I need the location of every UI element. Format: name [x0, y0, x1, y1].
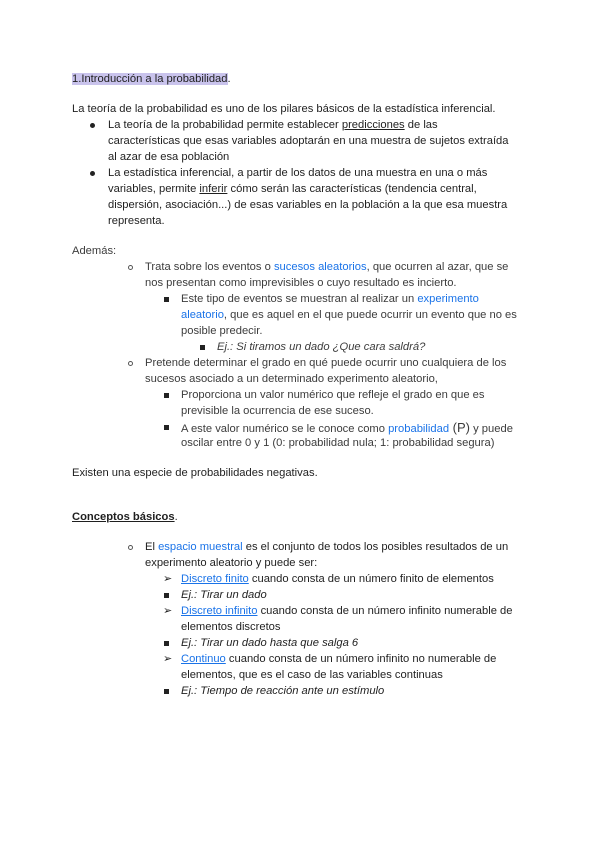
discreto-infinito-line-2: elementos discretos: [181, 621, 281, 633]
bullet-2-line-1: La estadística inferencial, a partir de los datos de una muestra en una o más: [108, 167, 488, 179]
example-dado-6: Ej.: Tirar un dado hasta que salga 6: [181, 637, 359, 649]
predicciones-underline: predicciones: [341, 119, 405, 131]
ademas-s2-line-1: Proporciona un valor numérico que refleje el grado en que es: [181, 389, 485, 401]
ademas-c2-line-2: sucesos asociado a un determinado experimento aleatorio,: [145, 373, 438, 385]
discreto-infinito-item: Discreto infinito cuando consta de un número infinito numerable de: [181, 605, 513, 617]
conceptos-c1-line-1: El espacio muestral es el conjunto de todos los posibles resultados de un: [145, 541, 509, 553]
ademas-c1-line-1: Trata sobre los eventos o sucesos aleatorios, que ocurren al azar, que se: [145, 261, 509, 273]
square-bullet: [164, 636, 169, 651]
ademas-s1-line-1: Este tipo de eventos se muestran al realizar un experimento: [181, 293, 479, 305]
bullet-2-line-4: representa.: [108, 215, 165, 227]
ademas-s3-line-1: A este valor numérico se le conoce como probabilidad (P) y puede: [181, 420, 513, 435]
discreto-infinito-link[interactable]: Discreto infinito: [181, 605, 258, 617]
discreto-finito-link[interactable]: Discreto finito: [181, 573, 249, 585]
experimento-link[interactable]: experimento: [417, 293, 479, 305]
circle-bullet: [128, 260, 133, 275]
example-1: Ej.: Si tiramos un dado ¿Que cara saldrá?: [217, 341, 426, 353]
bullet-dot: [90, 118, 95, 133]
circle-bullet: [128, 356, 133, 371]
inferir-underline: inferir: [199, 183, 228, 195]
square-bullet: [164, 684, 169, 699]
discreto-finito-item: Discreto finito cuando consta de un número finito de elementos: [181, 573, 494, 585]
ademas-c2-line-1: Pretende determinar el grado en qué puede ocurrir uno cualquiera de los: [145, 357, 507, 369]
ademas-s1-line-2: aleatorio, que es aquel en el que puede ocurrir un evento que no es: [181, 309, 517, 321]
aleatorio-link[interactable]: aleatorio: [181, 309, 224, 321]
section-title: 1.Introducción a la probabilidad.: [72, 73, 231, 85]
title-highlight: 1.Introducción a la probabilidad: [72, 73, 228, 85]
conceptos-heading: Conceptos básicos.: [72, 511, 178, 523]
espacio-muestral-link[interactable]: espacio muestral: [158, 541, 243, 553]
arrow-bullet-icon: ➢: [163, 653, 173, 665]
ademas-s2-line-2: previsible la ocurrencia de ese suceso.: [181, 405, 374, 417]
arrow-bullet-icon: ➢: [163, 605, 173, 617]
bullet-2-line-3: dispersión, asociación...) de esas variables en la población a la que esa muestra: [108, 199, 508, 211]
bullet-1-line-2: características que esas variables adoptarán en una muestra de sujetos extraída: [108, 135, 509, 147]
bullet-1-line-1: La teoría de la probabilidad permite establecer predicciones de las: [108, 119, 438, 131]
negativas-paragraph: Existen una especie de probabilidades negativas.: [72, 467, 318, 479]
bullet-1-line-3: al azar de esa población: [108, 151, 230, 163]
conceptos-c1-line-2: experimento aleatorio y puede ser:: [145, 557, 318, 569]
square-bullet: [164, 588, 169, 603]
square-bullet: [164, 420, 169, 435]
continuo-item: Continuo cuando consta de un número infinito no numerable de: [181, 653, 497, 665]
ademas-s3-line-2: oscilar entre 0 y 1 (0: probabilidad nula; 1: probabilidad segura): [181, 437, 495, 449]
intro-paragraph: La teoría de la probabilidad es uno de los pilares básicos de la estadística inferencial.: [72, 103, 496, 115]
probabilidad-link[interactable]: probabilidad: [388, 423, 450, 435]
ademas-label: Además:: [72, 245, 117, 257]
sucesos-aleatorios-link[interactable]: sucesos aleatorios: [273, 261, 367, 273]
square-bullet: [164, 388, 169, 403]
ademas-c1-line-2: nos presentan como imprevisibles o cuyo resultado es incierto.: [145, 277, 457, 289]
arrow-bullet-icon: ➢: [163, 573, 173, 585]
bullet-dot: [90, 166, 95, 181]
example-tiempo-reaccion: Ej.: Tiempo de reacción ante un estímulo: [181, 685, 385, 697]
circle-bullet: [128, 540, 133, 555]
example-tirar-dado: Ej.: Tirar un dado: [181, 589, 267, 601]
square-bullet: [164, 292, 169, 307]
square-bullet: [200, 340, 205, 355]
ademas-s1-line-3: posible predecir.: [181, 325, 263, 337]
continuo-link[interactable]: Continuo: [181, 653, 226, 665]
continuo-line-2: elementos, que es el caso de las variables continuas: [181, 669, 443, 681]
bullet-2-line-2: variables, permite inferir cómo serán las características (tendencia central,: [108, 183, 477, 195]
